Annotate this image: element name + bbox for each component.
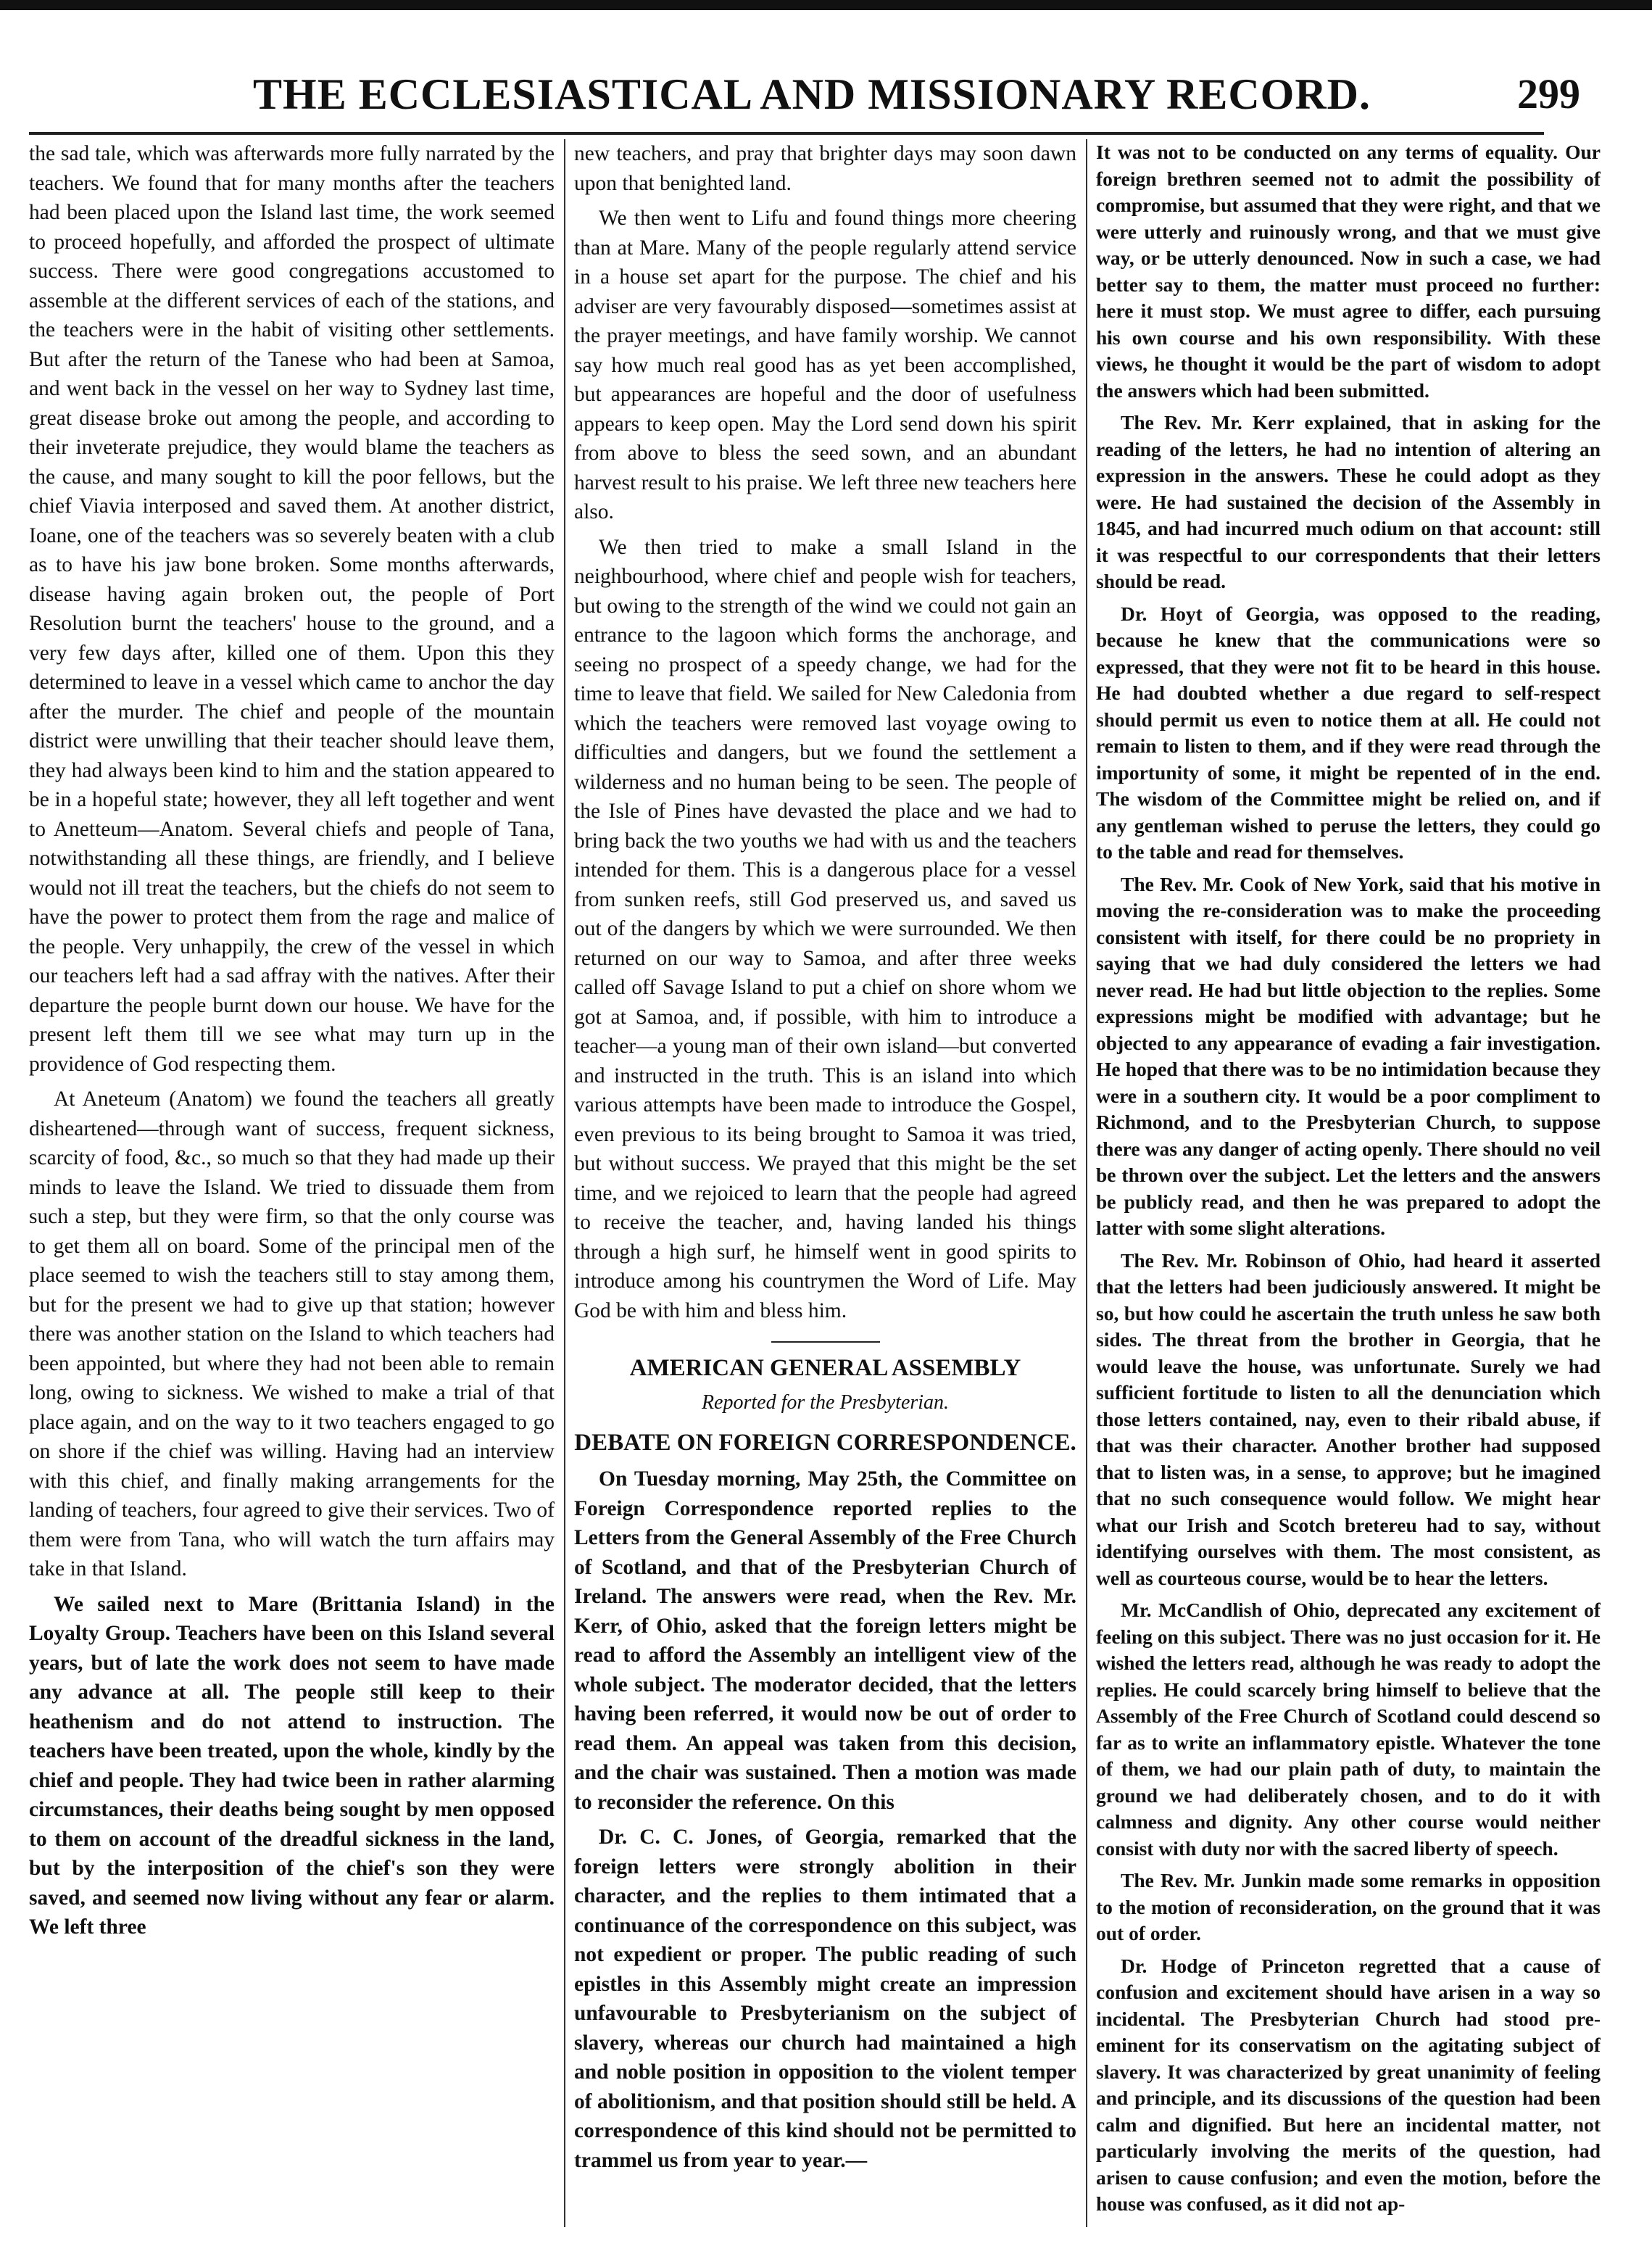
paragraph: Dr. Hoyt of Georgia, was opposed to the reading, because he knew that the communications were so expressed, that they were not fit to be heard in this house. He had doubted whether a due regard to self-respect should permit us even to notice them at all. He could not remain to listen to them, and if they were read through the importunity of some, it might be repented of in the end. The wisdom of the Committee might be relied on, and if any gentleman wished to peruse the letters, they could go to the table and read for themselves. xyxy=(1096,602,1601,863)
paragraph: On Tuesday morning, May 25th, the Committee on Foreign Correspondence reported replies to the Letters from the General Assembly of the Free Church of Scotland, and that of the Presbyterian Church of Ireland. The answers were read, when the Rev. Mr. Kerr, of Ohio, asked that the foreign letters might be read to afford the Assembly an intelligent view of the whole subject. The moderator decided, that the letters having been referred, it would now be out of order to read them. An appeal was taken from this decision, and the chair was sustained. Then a motion was made to reconsider the reference. On this xyxy=(574,1467,1076,1814)
paragraph: We then went to Lifu and found things more cheering than at Mare. Many of the people regularly attend service in a house set apart for the purpose. The chief and his adviser are very favourably disposed—sometimes assist at the prayer meetings, and have family worship. We cannot say how much real good has as yet been accomplished, but appearances are hopeful and the door of usefulness appears to keep open. May the Lord send down his spirit from above to bless the seed sown, and an abundant harvest result to his praise. We left three new teachers here also. xyxy=(574,207,1076,523)
section-title: AMERICAN GENERAL ASSEMBLY xyxy=(629,1355,1021,1381)
paragraph: The Rev. Mr. Kerr explained, that in asking for the reading of the letters, he had no intention of altering an expression in the answers. These he could adopt as they were. He had sustained the decision of the Assembly in 1845, and had incurred much odium on that account: still it was respectful to our correspondents that their letters should be read. xyxy=(1096,411,1601,592)
debate-title: DEBATE ON FOREIGN CORRESPONDENCE. xyxy=(574,1430,1076,1456)
column-3 xyxy=(1096,139,1601,2227)
paragraph: The Rev. Mr. Cook of New York, said that his motive in moving the re-consideration was to make the proceeding consistent with itself, for there could be no propriety in saying that we had duly considered the letters we had never read. He had but little objection to the replies. Some expressions might be modified with advantage; but he objected to any appearance of evading a fair investigation. He hoped that there was to be no intimidation because they were in a southern city. It would be a poor compliment to Richmond, and to the Presbyterian Church, to suppose there was any danger of acting openly. There should no veil be thrown over the subject. Let the letters and the answers be publicly read, and then he was prepared to adopt the latter with some slight alterations. xyxy=(1096,872,1601,1239)
paragraph: The Rev. Mr. Robinson of Ohio, had heard it asserted that the letters had been judiciously answered. It might be so, but how could he ascertain the truth unless he saw both sides. The threat from the brother in Georgia, that he would leave the house, was unfortunate. Surely we had sufficient fortitude to listen to all the denunciation which those letters contained, nay, even to their ribald abuse, if that was their character. Another brother had supposed that to listen was, in a sense, to approve; but he imagined that no such consequence would follow. We might hear what our Irish and Scotch bretereu had to say, without identifying ourselves with them. The most consistent, as well as courteous course, would be to hear the letters. xyxy=(1096,1248,1601,1589)
paragraph: The Rev. Mr. Junkin made some remarks in opposition to the motion of reconsideration, on the ground that it was out of order. xyxy=(1096,1869,1601,1944)
section-subtitle: Reported for the Presbyterian. xyxy=(701,1391,950,1414)
paragraph: the sad tale, which was afterwards more fully narrated by the teachers. We found that for many months after the teachers had been placed upon the Island last time, the work seemed to proceed hopefully, and afforded the prospect of ultimate success. There were good congregations accustomed to assemble at the different services of each of the stations, and the teachers were in the habit of visiting other settlements. But after the return of the Tanese who had been at Samoa, and went back in the vessel on her way to Sydney last time, great disease broke out among the people, and according to their inveterate prejudice, they would blame the teachers as the cause, and many sought to kill the poor fellows, but the chief Viavia interposed and saved them. At another district, Ioane, one of the teachers was so severely beaten with a club as to have his jaw bone broken. Some months afterwards, disease having again broken out, the people of Port Resolution burnt the teachers' house to the ground, and a very few days after, killed one of them. Upon this they determined to leave in a vessel which came to anchor the day after the murder. The chief and people of the mountain district were unwilling that their teacher should leave them, they had always been kind to him and the station appeared to be in a hopeful state; however, they all left together and went to Anetteum—Anatom. Several chiefs and people of Tana, notwithstanding all these things, are friendly, and I believe would not ill treat the teachers, but the chiefs do not seem to have the power to protect them from the rage and malice of the people. Very unhappily, the crew of the vessel in which our teachers left had a sad affray with the natives. After their departure the people burnt down our house. We have for the present left them till we see what may turn up in the providence of God respecting them. xyxy=(29,142,555,1076)
paragraph: We then tried to make a small Island in the neighbourhood, where chief and people wish for teachers, but owing to the strength of the wind we could not gain an entrance to the lagoon which forms the anchorage, and seeing no prospect of a speedy change, we had for the time to leave that field. We sailed for New Caledonia from which the teachers were removed last voyage owing to difficulties and dangers, but we found the settlement a wilderness and no human being to be seen. The people of the Isle of Pines have devasted the place and we had to bring back the two youths we had with us and the teachers intended for them. This is a dangerous place for a vessel from sunken reefs, still God preserved us, and saved us out of the dangers by which we were surrounded. We then returned on our way to Samoa, and after three weeks called off Savage Island to put a chief on shore whom we got at Samoa, and, if possible, with him to introduce a teacher—a young man of their own island—but converted and instructed in the truth. This is an island into which various attempts have been made to introduce the Gospel, even previous to its being brought to Samoa it was tried, but without success. We prayed that this might be the set time, and we rejoiced to learn that the people had agreed to receive the teacher, and, having landed his things through a high surf, he himself went in good spirits to introduce among his countrymen the Word of Life. May God be with him and bless him. xyxy=(574,535,1076,1322)
header-rule xyxy=(29,132,1544,135)
column-1 xyxy=(29,139,555,2227)
paragraph: Dr. Hodge of Princeton regretted that a cause of confusion and excitement should have arisen in a way so incidental. The Presbyterian Church had stood pre-eminent for its conservatism on the agitating subject of slavery. It was characterized by great unanimity of feeling and principle, and its discussions of the question had been calm and dignified. But here an incidental matter, not particularly involving the merits of the question, had arisen to cause confusion; and even the motion, before the house was confused, as it did not ap- xyxy=(1096,1954,1601,2215)
column-2 xyxy=(574,139,1076,2227)
paragraph: We sailed next to Mare (Brittania Island) in the Loyalty Group. Teachers have been on this Island several years, but of late the work does not seem to have made any advance at all. The people still keep to their heathenism and do not attend to instruction. The teachers have been treated, upon the whole, kindly by the chief and people. They had twice been in rather alarming circumstances, their deaths being sought by men opposed to them on account of the dreadful sickness in the land, but by the interposition of the chief's son they were saved, and seemed now living without any fear or alarm. We left three xyxy=(29,1592,555,1939)
paragraph: At Aneteum (Anatom) we found the teachers all greatly disheartened—through want of success, frequent sickness, scarcity of food, &c., so much so that they had made up their minds to leave the Island. We tried to dissuade them from such a step, but they were firm, so that the only course was to get them all on board. Some of the principal men of the place seemed to wish the teachers still to stay among them, but for the present we had to give up that station; however there was another station on the Island to which teachers had been appointed, but where they had not been able to remain long, owing to sickness. We wished to make a trial of that place again, and on the way to it two teachers engaged to go on shore if the chief was willing. Having had an interview with this chief, and finally making arrangements for the landing of teachers, four agreed to give their services. Two of them were from Tana, who will watch the turn affairs may take in that Island. xyxy=(29,1087,555,1580)
column-divider-1 xyxy=(564,139,565,2227)
paragraph: Dr. C. C. Jones, of Georgia, remarked that the foreign letters were strongly abolition in their character, and the replies to them intimated that a continuance of the correspondence on this subject, was not expedient or proper. The public reading of such epistles in this Assembly might create an impression unfavourable to Presbyterianism on the subject of slavery, whereas our church had maintained a high and noble position in opposition to the violent temper of abolitionism, and that position should still be held. A correspondence of this kind should not be permitted to trammel us from year to year.— xyxy=(574,1826,1076,2172)
page-number: 299 xyxy=(1517,70,1580,117)
paragraph: Mr. McCandlish of Ohio, deprecated any excitement of feeling on this subject. There was no just occasion for it. He wished the letters read, although he was ready to adopt the replies. He could scarcely bring himself to believe that the Assembly of the Free Church of Scotland could descend so far as to write an inflammatory epistle. Whatever the tone of them, we had our plain path of duty, to maintain the ground we had deliberately chosen, and to do it with calmness and dignity. Any other course would neither consist with duty nor with the sacred liberty of speech. xyxy=(1096,1599,1601,1860)
section-rule xyxy=(771,1341,880,1343)
running-title: THE ECCLESIASTICAL AND MISSIONARY RECORD. xyxy=(253,70,1371,118)
column-divider-2 xyxy=(1086,139,1087,2227)
paragraph: It was not to be conducted on any terms of equality. Our foreign brethren seemed not to admit the possibility of compromise, but assumed that they were right, and that we were utterly and ruinously wrong, and that we must give way, or be utterly denounced. Now in such a case, we had better say to them, the matter must proceed no further: here it must stop. We must agree to differ, each pursuing his own course and his own responsibility. With these views, he thought it would be the part of wisdom to adopt the answers which had been submitted. xyxy=(1096,141,1601,402)
top-border-rule xyxy=(0,0,1652,10)
paragraph: new teachers, and pray that brighter days may soon dawn upon that benighted land. xyxy=(574,142,1076,195)
page-header xyxy=(29,58,1595,130)
